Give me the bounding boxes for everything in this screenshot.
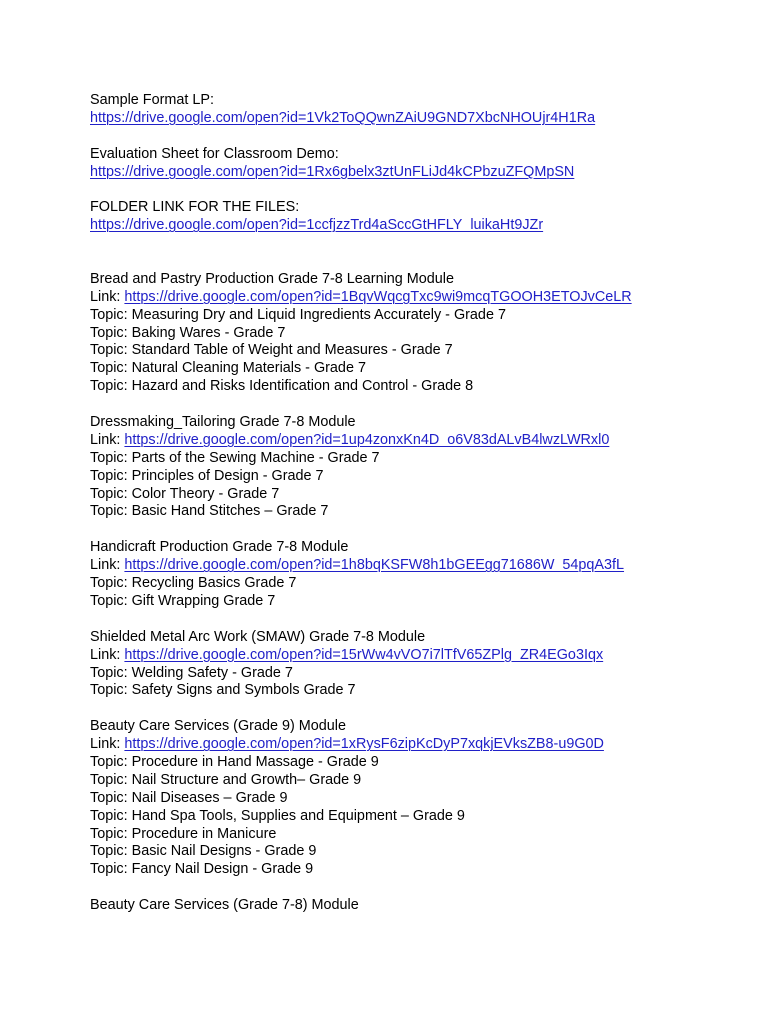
evaluation-sheet-section	[90, 146, 750, 182]
document-body	[90, 92, 750, 915]
topic-item: Topic: Fancy Nail Design - Grade 9	[90, 861, 314, 878]
sample-format-link[interactable]: https://drive.google.com/open?id=1Vk2ToQQwnZAiU9GND7XbcNHOUjr4H1Ra	[90, 109, 596, 126]
module-link[interactable]: https://drive.google.com/open?id=15rWw4vVO7i7lTfV65ZPlg_ZR4EGo3Iqx	[124, 646, 604, 663]
module-link-line	[90, 289, 750, 307]
module-beauty-care-grade-7-8	[90, 897, 750, 915]
module-dressmaking	[90, 414, 750, 521]
topic-item: Topic: Baking Wares - Grade 7	[90, 324, 286, 341]
topic-item: Topic: Basic Hand Stitches – Grade 7	[90, 503, 329, 520]
link-prefix: Link:	[90, 288, 125, 305]
evaluation-sheet-link[interactable]: https://drive.google.com/open?id=1Rx6gbelx3ztUnFLiJd4kCPbzuZFQMpSN	[90, 163, 575, 180]
topic-item: Topic: Color Theory - Grade 7	[90, 485, 280, 502]
folder-link-label: FOLDER LINK FOR THE FILES:	[90, 199, 300, 216]
module-link[interactable]: https://drive.google.com/open?id=1BqvWqcgTxc9wi9mcqTGOOH3ETOJvCeLR	[124, 288, 632, 305]
module-link[interactable]: https://drive.google.com/open?id=1h8bqKSFW8h1bGEEgg71686W_54pqA3fL	[124, 557, 625, 574]
topic-item: Topic: Safety Signs and Symbols Grade 7	[90, 682, 356, 699]
topic-item: Topic: Procedure in Hand Massage - Grade 9	[90, 753, 379, 770]
module-title: Beauty Care Services (Grade 9) Module	[90, 718, 346, 735]
evaluation-sheet-label: Evaluation Sheet for Classroom Demo:	[90, 145, 339, 162]
module-title: Shielded Metal Arc Work (SMAW) Grade 7-8 Module	[90, 628, 426, 645]
topic-item: Topic: Principles of Design - Grade 7	[90, 467, 324, 484]
topic-item: Topic: Hand Spa Tools, Supplies and Equipment – Grade 9	[90, 807, 465, 824]
sample-format-section	[90, 92, 750, 128]
sample-format-label: Sample Format LP:	[90, 92, 214, 108]
module-link[interactable]: https://drive.google.com/open?id=1up4zonxKn4D_o6V83dALvB4lwzLWRxl0	[124, 431, 610, 448]
module-title: Handicraft Production Grade 7-8 Module	[90, 539, 349, 556]
link-prefix: Link:	[90, 557, 125, 574]
topic-item: Topic: Nail Diseases – Grade 9	[90, 789, 288, 806]
topic-item: Topic: Parts of the Sewing Machine - Grade 7	[90, 449, 380, 466]
module-link[interactable]: https://drive.google.com/open?id=1xRysF6zipKcDyP7xqkjEVksZB8-u9G0D	[124, 736, 604, 753]
topic-item: Topic: Procedure in Manicure	[90, 825, 277, 842]
module-link-line	[90, 736, 750, 754]
folder-link[interactable]: https://drive.google.com/open?id=1ccfjzzTrd4aSccGtHFLY_luikaHt9JZr	[90, 217, 544, 234]
link-prefix: Link:	[90, 736, 125, 753]
topic-item: Topic: Measuring Dry and Liquid Ingredients Accurately - Grade 7	[90, 306, 506, 323]
module-link-line	[90, 647, 750, 665]
topic-item: Topic: Hazard and Risks Identification and Control - Grade 8	[90, 378, 474, 395]
topic-item: Topic: Gift Wrapping Grade 7	[90, 592, 276, 609]
module-title: Dressmaking_Tailoring Grade 7-8 Module	[90, 414, 356, 431]
link-prefix: Link:	[90, 431, 125, 448]
topic-item: Topic: Natural Cleaning Materials - Grade 7	[90, 360, 366, 377]
module-beauty-care-grade-9	[90, 718, 750, 879]
topic-item: Topic: Standard Table of Weight and Measures - Grade 7	[90, 342, 453, 359]
module-title: Beauty Care Services (Grade 7-8) Module	[90, 897, 359, 914]
topic-item: Topic: Welding Safety - Grade 7	[90, 664, 293, 681]
topic-item: Topic: Nail Structure and Growth– Grade 9	[90, 771, 362, 788]
link-prefix: Link:	[90, 646, 125, 663]
module-link-line	[90, 432, 750, 450]
module-title: Bread and Pastry Production Grade 7-8 Learning Module	[90, 270, 454, 287]
module-handicraft	[90, 539, 750, 611]
module-smaw	[90, 629, 750, 701]
folder-link-section	[90, 199, 750, 235]
topic-item: Topic: Recycling Basics Grade 7	[90, 575, 297, 592]
module-bread-pastry	[90, 271, 750, 396]
module-link-line	[90, 557, 750, 575]
topic-item: Topic: Basic Nail Designs - Grade 9	[90, 843, 317, 860]
